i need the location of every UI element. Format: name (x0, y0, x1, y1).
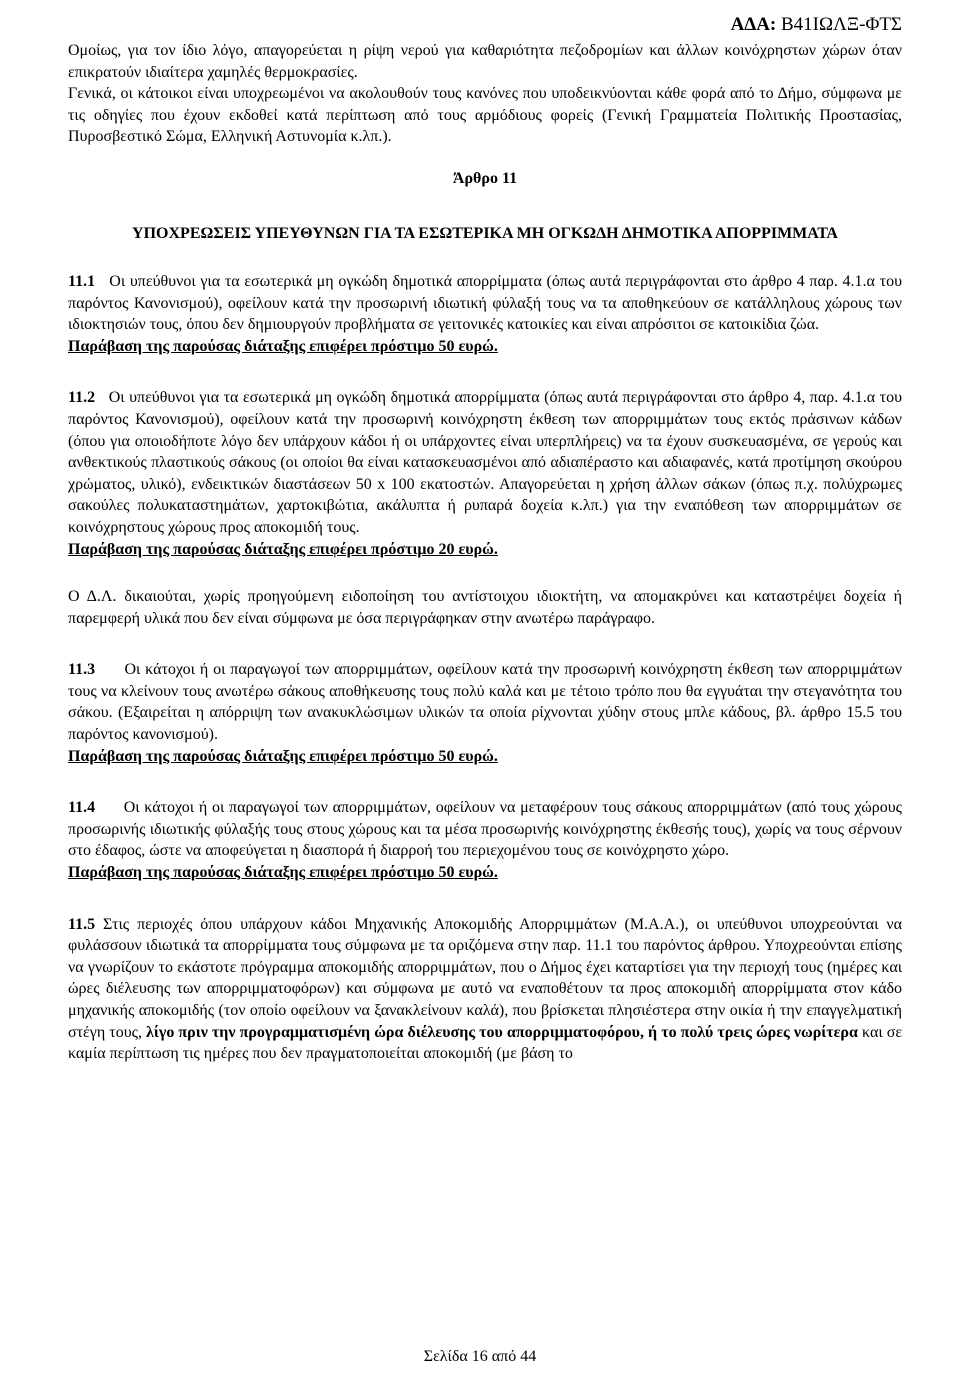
section-11-1 (68, 271, 902, 336)
section-11-2 (68, 387, 902, 538)
section-number: 11.2 (68, 389, 96, 407)
section-number: 11.3 (68, 661, 96, 679)
section-11-3 (68, 659, 902, 745)
penalty-11-3: Παράβαση της παρούσας διάταξης επιφέρει πρόστιμο 50 ευρώ. (68, 747, 498, 765)
section-text: Οι υπεύθυνοι για τα εσωτερικά μη ογκώδη δημοτικά απορρίμματα (όπως αυτά περιγράφονται στο άρθρο 4 παρ. 4.1.α του παρόντος Κανονισμού), οφείλουν κατά την προσωρινή ιδιωτική φύλαξή τους να τα αποθηκεύουν σε κατάλληλους χώρους των ιδιοκτησιών τους, όπου δεν δημιουργούν προβλήματα σε γειτονικές κατοικίες και είναι απρόσιτοι σε κατοικίδια ζώα. (68, 272, 903, 334)
ada-label: ΑΔΑ: (730, 14, 777, 35)
section-number: 11.4 (68, 799, 96, 817)
section-text: Στις περιοχές όπου υπάρχουν κάδοι Μηχανικής Αποκομιδής Απορριμμάτων (Μ.Α.Α.), οι υπεύθυνοι υποχρεούνται να φυλάσσουν ιδιωτικά τα απορρίμματα τους σύμφωνα με τα οριζόμενα στην παρ. 11.1 του παρόντος άρθρου. Υποχρεούνται επίσης να γνωρίζουν το εκάστοτε πρόγραμμα αποκομιδής απορριμμάτων, που ο Δήμος έχει καταρτίσει για την περιοχή τους (ημέρες και ώρες διέλευσης των απορριμματοφόρων) και σύμφωνα με αυτό να εναποθέτουν τα προς αποκομιδή απορρίμματα στον κάδο μηχανικής αποκομιδής (τον οποίο οφείλουν να ξανακλείνουν καλά), που βρίσκεται πλησιέστερα στην οικία ή την επαγγελματική στέγη τους, (68, 915, 902, 1041)
penalty-11-4: Παράβαση της παρούσας διάταξης επιφέρει πρόστιμο 50 ευρώ. (68, 864, 498, 882)
intro-paragraph-1: Ομοίως, για τον ίδιο λόγο, απαγορεύεται η ρίψη νερού για καθαριότητα πεζοδρομίων και άλλων κοινόχρηστων χώρων όταν επικρατούν ιδιαίτερα χαμηλές θερμοκρασίες. (68, 42, 902, 81)
section-11-2-extra: Ο Δ.Λ. δικαιούται, χωρίς προηγούμενη ειδοποίηση του αντίστοιχου ιδιοκτήτη, να απομακρύνει και καταστρέψει δοχεία ή παρεμφερή υλικά που δεν είναι σύμφωνα με όσα περιγράφηκαν στην ανωτέρω παράγραφο. (68, 588, 902, 627)
section-number: 11.5 (68, 915, 96, 933)
article-title: ΥΠΟΧΡΕΩΣΕΙΣ ΥΠΕΥΘΥΝΩΝ ΓΙΑ ΤΑ ΕΣΩΤΕΡΙΚΑ ΜΗ ΟΓΚΩΔΗ ΔΗΜΟΤΙΚΑ ΑΠΟΡΡΙΜΜΑΤΑ (132, 224, 838, 242)
page-number: Σελίδα 16 από 44 (423, 1348, 537, 1365)
ada-value: Β41ΙΩΛΞ-ΦΤΣ (781, 14, 902, 35)
article-number: Άρθρο 11 (452, 169, 518, 187)
intro-paragraph-2: Γενικά, οι κάτοικοι είναι υποχρεωμένοι να ακολουθούν τους κανόνες που υποδεικνύονται κάθε φορά από το Δήμο, σύμφωνα με τις οδηγίες που έχουν εκδοθεί κατά περίπτωση από τους αρμόδιους φορείς (Γενική Γραμματεία Πολιτικής Προστασίας, Πυροσβεστικό Σώμα, Ελληνική Αστυνομία κ.λπ.). (68, 85, 902, 146)
section-bold-text: λίγο πριν την προγραμματισμένη ώρα διέλευσης του απορριμματοφόρου, ή το πολύ τρεις ώρες νωρίτερα (146, 1023, 858, 1041)
penalty-11-1: Παράβαση της παρούσας διάταξης επιφέρει πρόστιμο 50 ευρώ. (68, 337, 498, 355)
section-text: Οι κάτοχοι ή οι παραγωγοί των απορριμμάτων, οφείλουν να μεταφέρουν τους σάκους απορριμμάτων (από τους χώρους προσωρινής ιδιωτικής φύλαξής τους στους χώρους και τα μέσα προσωρινής κοινόχρηστης έκθεσής τους), χωρίς να τους σέρνουν στο έδαφος, ώστε να αποφεύγεται η διασπορά ή διαρροή του περιεχομένου τους σε κοινόχρηστο χώρο. (68, 799, 902, 860)
section-number: 11.1 (68, 272, 96, 290)
section-text-continued: και σε καμία περίπτωση τις ημέρες που δεν πραγματοποιείται αποκομιδή (με βάση το (68, 1023, 903, 1063)
section-text: Οι κάτοχοι ή οι παραγωγοί των απορριμμάτων, οφείλουν κατά την προσωρινή κοινόχρηστη έκθεση των απορριμμάτων τους να κλείνουν τους ανωτέρω σάκους αποθήκευσης τους πολύ καλά και με τέτοιο τρόπο που θα εγγυάται την στεγανότητα του σάκου. (Εξαιρείται η απόρριψη των ανακυκλώσιμων υλικών τα οποία ρίχνονται χύδην στους μπλε κάδους, βλ. άρθρο 15.5 του παρόντος κανονισμού). (68, 661, 902, 744)
section-11-5 (68, 914, 902, 1065)
penalty-11-2: Παράβαση της παρούσας διάταξης επιφέρει πρόστιμο 20 ευρώ. (68, 540, 498, 558)
document-body (68, 14, 902, 1065)
section-11-4 (68, 797, 902, 862)
section-text: Οι υπεύθυνοι για τα εσωτερικά μη ογκώδη δημοτικά απορρίμματα (όπως αυτά περιγράφονται στο άρθρο 4, παρ. 4.1.α του παρόντος Κανονισμού), οφείλουν κατά την προσωρινή κοινόχρηστη έκθεση των απορριμμάτων τους εκτός πράσινων κάδων (όπου για οποιοδήποτε λόγο δεν υπάρχουν κάδοι ή οι υπάρχοντες είναι υπερπλήρεις) να τα έχουν συσκευασμένα, σε γερούς και ανθεκτικούς πλαστικούς σάκους (οι οποίοι θα είναι κατασκευασμένοι από αδιαπέραστο και αδιαφανές, κατά προτίμηση σκούρου χρώματος, υλικό), ενδεικτικών διαστάσεων 50 x 100 εκατοστών. Απαγορεύεται η χρήση άλλων σάκων (όπως π.χ. πολύχρωμες σακούλες πολυκαταστημάτων, χαρτοκιβώτια, ακάλυπτα ή ρυπαρά δοχεία κ.λπ.) για την εναπόθεση των απορριμμάτων σε κοινόχρηστους χώρους προς αποκομιδή τους. (68, 389, 903, 536)
